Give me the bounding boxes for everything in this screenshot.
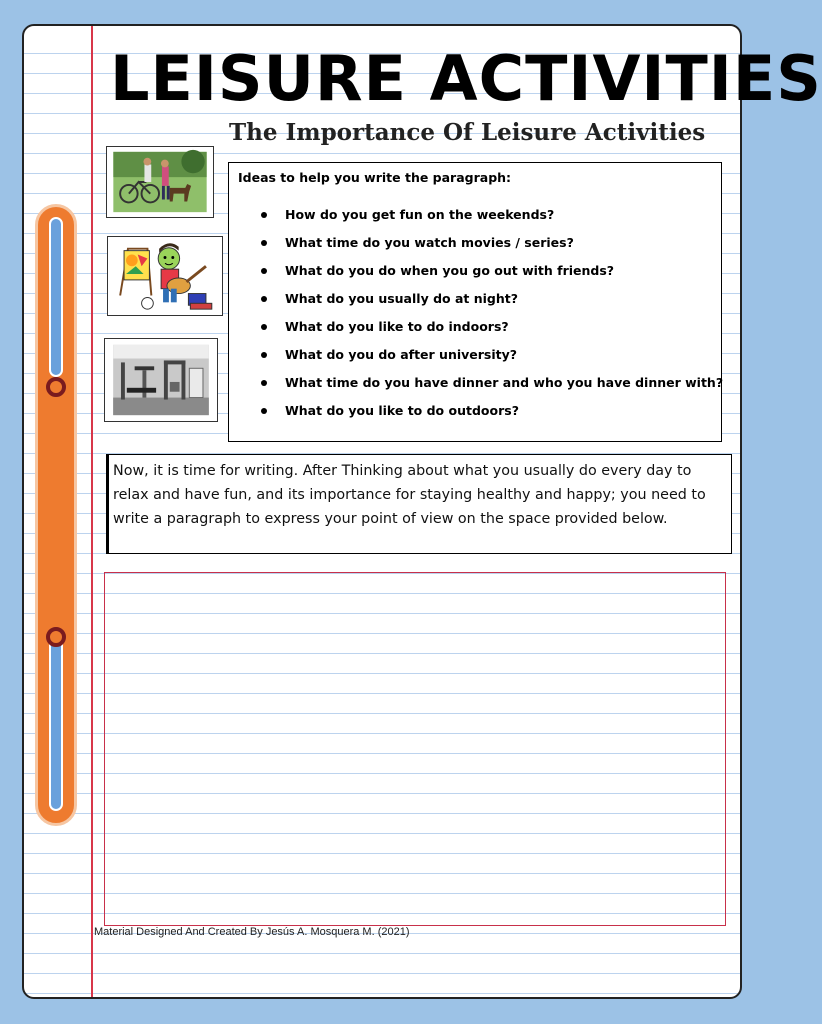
cartoon-boy-picture — [107, 236, 223, 316]
ideas-heading: Ideas to help you write the paragraph: — [238, 170, 512, 185]
page-title: LEISURE ACTIVITIES — [110, 42, 822, 115]
footer-credit: Material Designed And Created By Jesús A. Mosquera M. (2021) — [94, 926, 410, 938]
gym-image — [105, 339, 217, 421]
page-subtitle: The Importance Of Leisure Activities — [229, 119, 706, 146]
binder-slot-top — [49, 217, 63, 377]
list-item: What time do you watch movies / series? — [285, 229, 723, 257]
couple-bike-image — [107, 147, 213, 217]
list-item: What do you like to do indoors? — [285, 313, 723, 341]
worksheet-page — [22, 24, 822, 999]
binder-ring-top — [46, 377, 66, 397]
gym-picture — [104, 338, 218, 422]
list-item: What do you like to do outdoors? — [285, 397, 723, 425]
ideas-list — [229, 201, 723, 425]
list-item: What do you do when you go out with friends? — [285, 257, 723, 285]
list-item: What do you do after university? — [285, 341, 723, 369]
margin-line — [91, 26, 93, 997]
list-item: What time do you have dinner and who you have dinner with? — [285, 369, 723, 397]
list-item: What do you usually do at night? — [285, 285, 723, 313]
list-item: How do you get fun on the weekends? — [285, 201, 723, 229]
ideas-box — [228, 162, 722, 442]
instruction-box: Now, it is time for writing. After Thinking about what you usually do every day to relax and have fun, and its importance for staying healthy and happy; you need to write a paragraph to express your point of view on the space provided below. — [106, 454, 732, 554]
cartoon-boy-image — [108, 237, 222, 315]
couple-with-bike-picture — [106, 146, 214, 218]
binder-strip — [35, 204, 77, 826]
writing-area[interactable] — [104, 572, 726, 926]
binder-ring-bottom — [46, 627, 66, 647]
binder-slot-bottom — [49, 635, 63, 811]
